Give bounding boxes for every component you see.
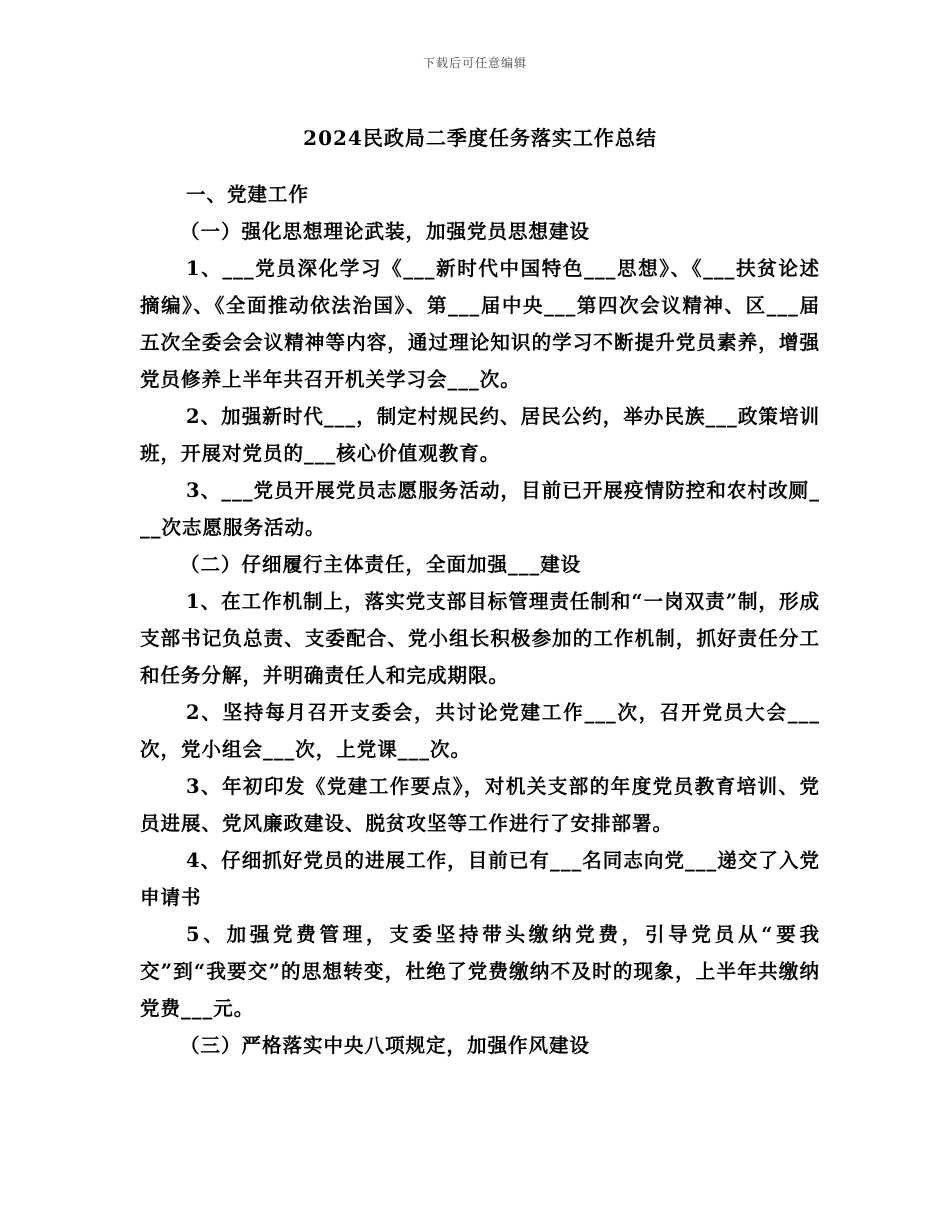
- subsection-heading-2: （二）仔细履行主体责任，全面加强___建设: [180, 553, 582, 576]
- document-title: 2024民政局二季度任务落实工作总结: [303, 126, 657, 150]
- subsection-heading-3: （三）严格落实中央八项规定，加强作风建设: [180, 1034, 591, 1057]
- paragraph: 3、___党员开展党员志愿服务活动，目前已开展疫情防控和农村改厕___次志愿服务活动。: [140, 479, 820, 539]
- header-note: 下载后可任意编辑: [422, 56, 527, 70]
- document-body: [140, 122, 820, 1064]
- paragraph: 5、加强党费管理，支委坚持带头缴纳党费，引导党员从“要我交”到“我要交”的思想转变，杜绝了党费缴纳不及时的现象，上半年共缴纳党费___元。: [140, 923, 820, 1020]
- paragraph: 1、___党员深化学习《___新时代中国特色___思想》、《___扶贫论述摘编》、《全面推动依法治国》、第___届中央___第四次会议精神、区___届五次全委会会议精神等内容，通过理论知识的学习不断提升党员素养，增强党员修养上半年共召开机关学习会___次。: [140, 257, 820, 391]
- paragraph: 2、坚持每月召开支委会，共讨论党建工作___次，召开党员大会___次，党小组会___次，上党课___次。: [140, 701, 820, 761]
- paragraph: 2、加强新时代___，制定村规民约、居民公约，举办民族___政策培训班，开展对党员的___核心价值观教育。: [140, 405, 820, 465]
- paragraph: 3、年初印发《党建工作要点》，对机关支部的年度党员教育培训、党员进展、党风廉政建设、脱贫攻坚等工作进行了安排部署。: [140, 775, 820, 835]
- paragraph: 1、在工作机制上，落实党支部目标管理责任制和“一岗双责”制，形成支部书记负总责、支委配合、党小组长积极参加的工作机制，抓好责任分工和任务分解，并明确责任人和完成期限。: [140, 590, 820, 687]
- section-heading-party-building: 一、党建工作: [186, 183, 310, 206]
- paragraph: 4、仔细抓好党员的进展工作，目前已有___名同志向党___递交了入党申请书: [140, 849, 820, 909]
- subsection-heading-1: （一）强化思想理论武装，加强党员思想建设: [180, 220, 591, 243]
